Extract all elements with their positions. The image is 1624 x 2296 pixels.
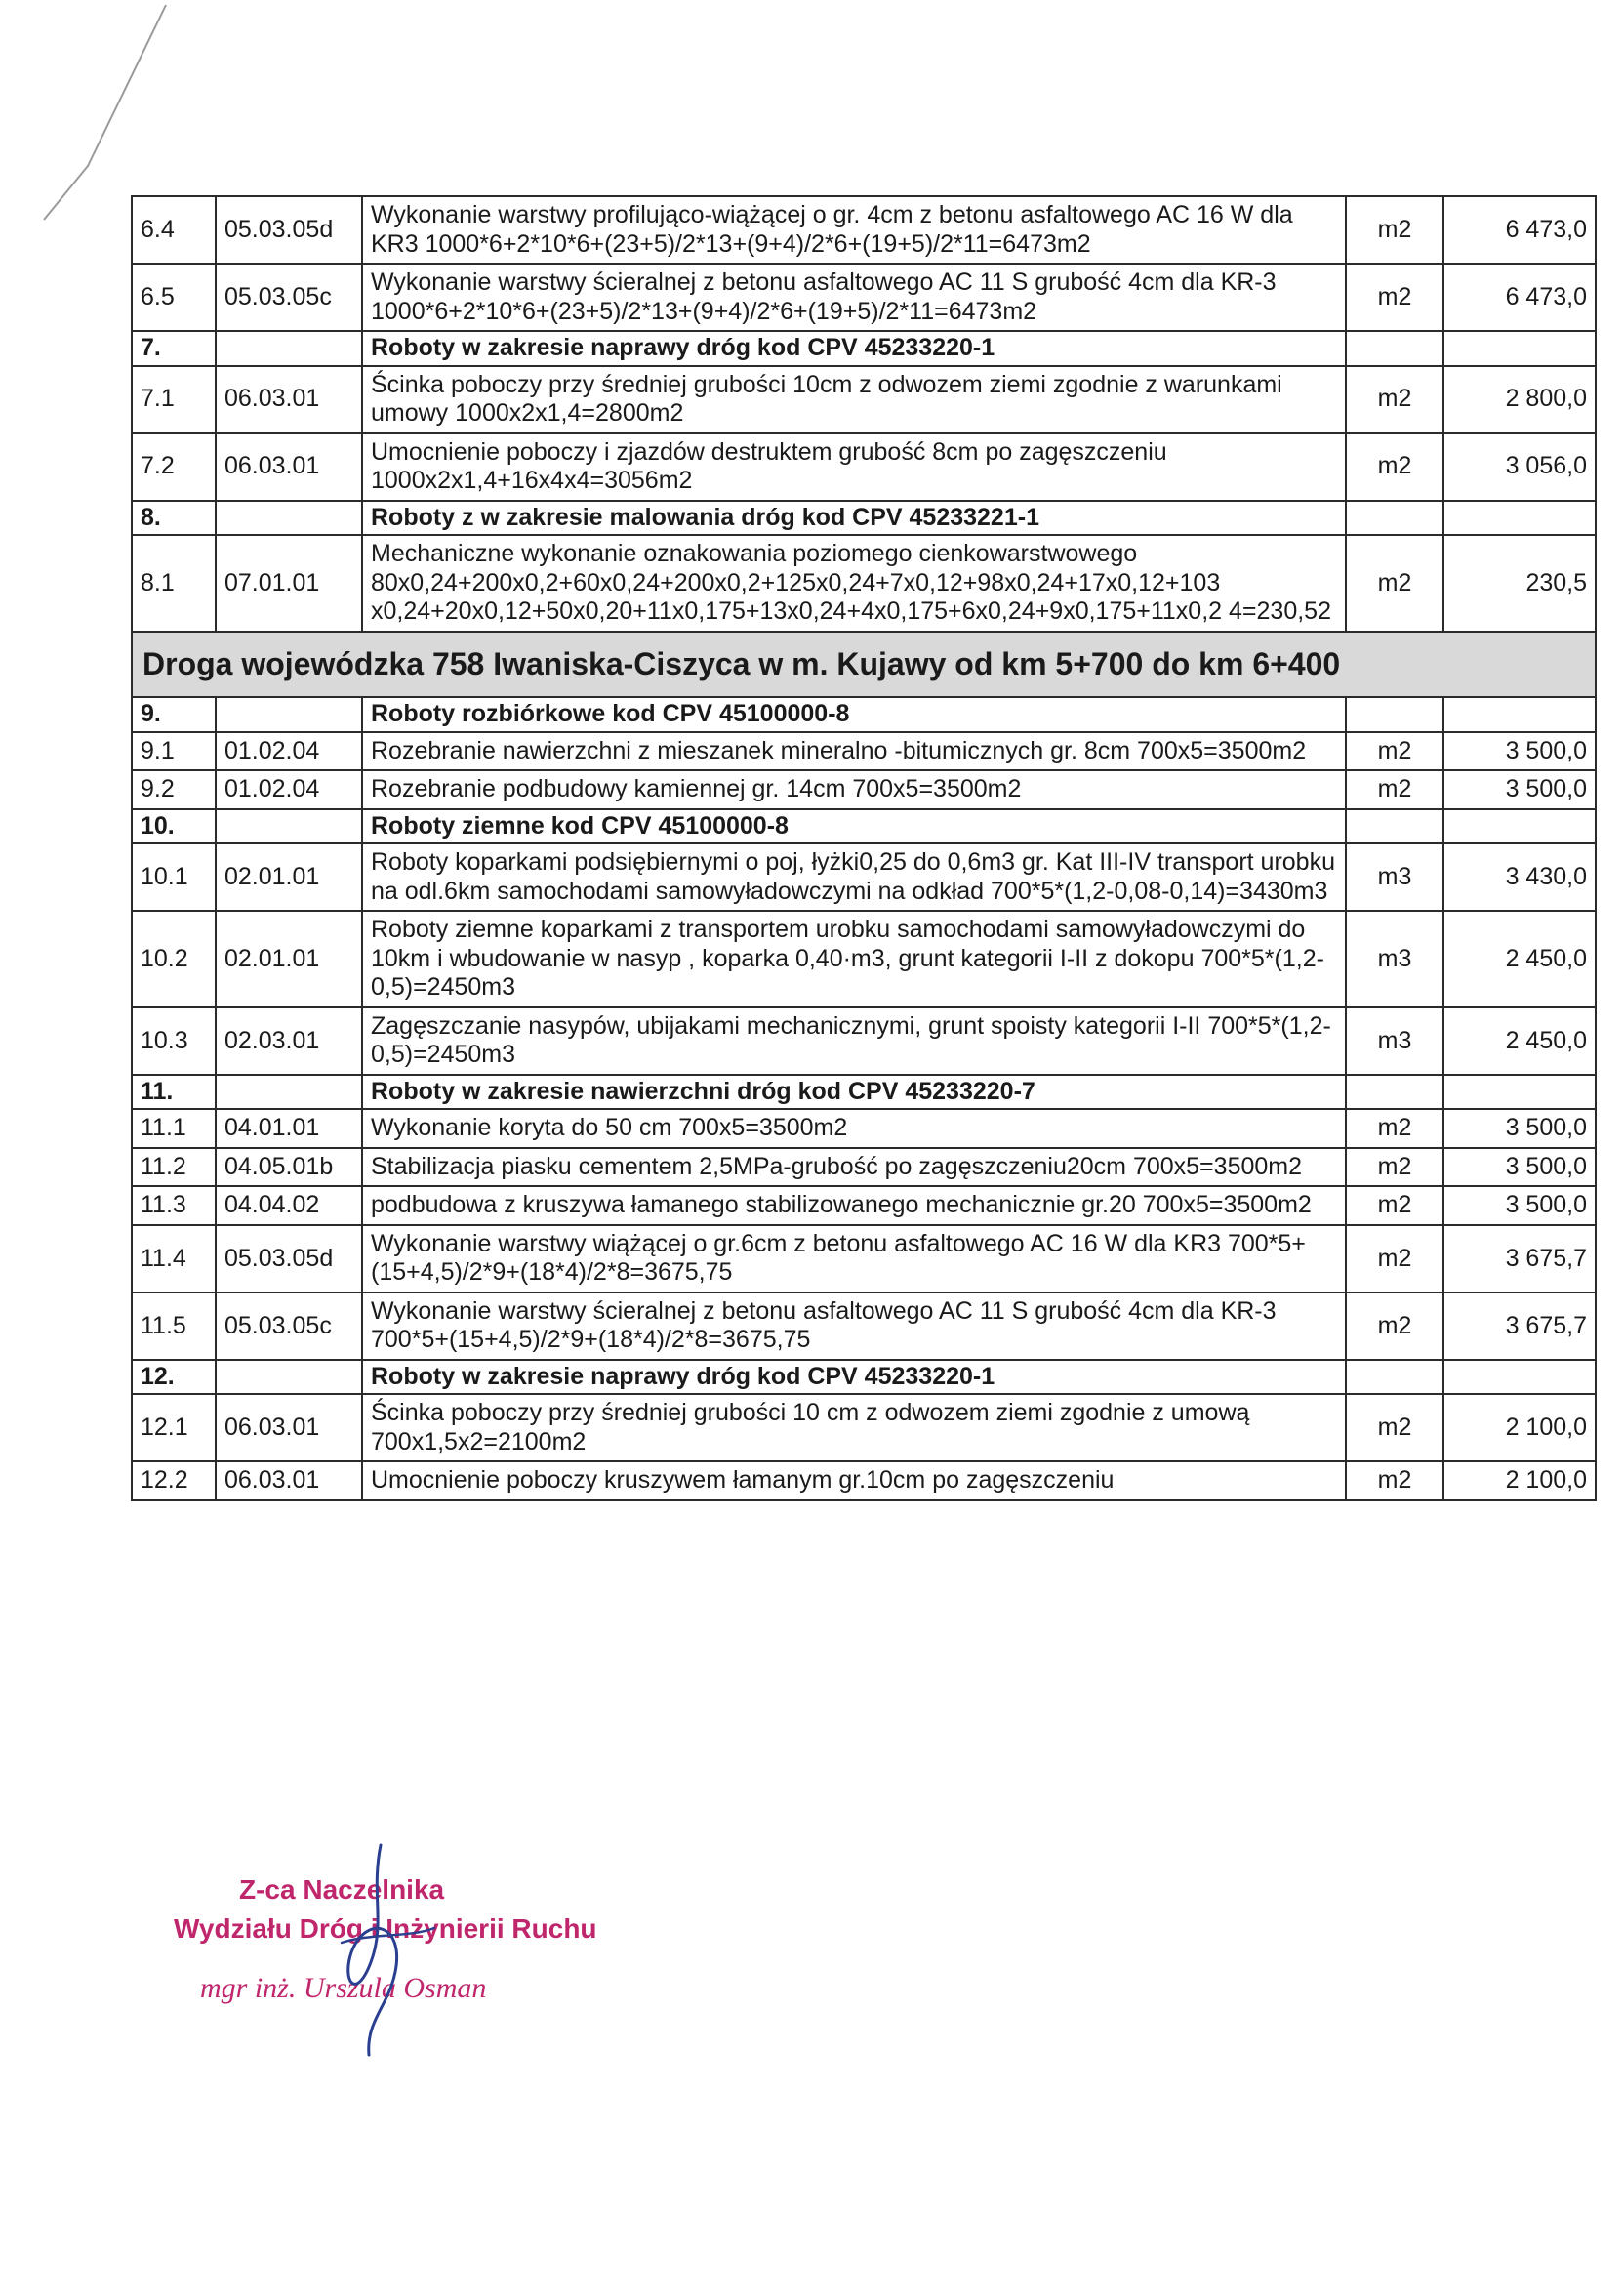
unit-cell: m2 — [1346, 1186, 1443, 1225]
item-number-cell: 8.1 — [132, 535, 216, 632]
description-cell: Wykonanie warstwy ścieralnej z betonu asfaltowego AC 11 S grubość 4cm dla KR-3 1000*6+2*10*6+(23+5)/2*13+(9+4)/2*6+(19+5)/2*11=6473m2 — [362, 264, 1346, 331]
spec-code-cell — [216, 1360, 362, 1395]
quantity-cell — [1443, 809, 1596, 844]
quantity-cell: 3 500,0 — [1443, 1186, 1596, 1225]
spec-code-cell: 06.03.01 — [216, 433, 362, 501]
item-number-cell: 7.2 — [132, 433, 216, 501]
spec-code-cell — [216, 331, 362, 366]
spec-code-cell — [216, 809, 362, 844]
description-cell: Roboty koparkami podsiębiernymi o poj, łyżki0,25 do 0,6m3 gr. Kat III-IV transport urobku na odl.6km samochodami samowyładowczymi na odkład 700*5*(1,2-0,08-0,14)=3430m3 — [362, 843, 1346, 911]
unit-cell — [1346, 1360, 1443, 1395]
table-row — [132, 911, 1596, 1007]
unit-cell: m3 — [1346, 1007, 1443, 1075]
section-header-row — [132, 697, 1596, 732]
spec-code-cell: 05.03.05c — [216, 264, 362, 331]
description-cell: Roboty ziemne kod CPV 45100000-8 — [362, 809, 1346, 844]
item-number-cell: 11.3 — [132, 1186, 216, 1225]
quantity-cell: 3 675,7 — [1443, 1225, 1596, 1292]
item-number-cell: 6.4 — [132, 196, 216, 264]
table-row — [132, 196, 1596, 264]
table-row — [132, 843, 1596, 911]
unit-cell — [1346, 697, 1443, 732]
description-cell: Wykonanie koryta do 50 cm 700x5=3500m2 — [362, 1109, 1346, 1148]
unit-cell: m2 — [1346, 196, 1443, 264]
description-cell: Roboty ziemne koparkami z transportem urobku samochodami samowyładowczymi do 10km i wbudowanie w nasyp , koparka 0,40·m3, grunt kategorii I-II z dokopu 700*5*(1,2-0,5)=2450m3 — [362, 911, 1346, 1007]
description-cell: Umocnienie poboczy kruszywem łamanym gr.10cm po zagęszczeniu — [362, 1461, 1346, 1500]
item-number-cell: 12. — [132, 1360, 216, 1395]
unit-cell: m2 — [1346, 732, 1443, 771]
item-number-cell: 12.2 — [132, 1461, 216, 1500]
description-cell: Zagęszczanie nasypów, ubijakami mechanicznymi, grunt spoisty kategorii I-II 700*5*(1,2-0,5)=2450m3 — [362, 1007, 1346, 1075]
table-row — [132, 433, 1596, 501]
description-cell: Wykonanie warstwy wiążącej o gr.6cm z betonu asfaltowego AC 16 W dla KR3 700*5+(15+4,5)/2*9+(18*4)/2*8=3675,75 — [362, 1225, 1346, 1292]
spec-code-cell: 06.03.01 — [216, 366, 362, 433]
section-header-row — [132, 331, 1596, 366]
quantity-cell: 3 675,7 — [1443, 1292, 1596, 1360]
unit-cell: m2 — [1346, 535, 1443, 632]
spec-code-cell: 05.03.05c — [216, 1292, 362, 1360]
spec-code-cell — [216, 1075, 362, 1110]
item-number-cell: 9.1 — [132, 732, 216, 771]
unit-cell: m2 — [1346, 366, 1443, 433]
item-number-cell: 12.1 — [132, 1394, 216, 1461]
stamp-department: Wydziału Dróg i Inżynierii Ruchu — [174, 1913, 597, 1944]
unit-cell — [1346, 501, 1443, 536]
unit-cell: m2 — [1346, 770, 1443, 809]
item-number-cell: 11.1 — [132, 1109, 216, 1148]
item-number-cell: 9. — [132, 697, 216, 732]
spec-code-cell: 05.03.05d — [216, 1225, 362, 1292]
spec-code-cell: 06.03.01 — [216, 1461, 362, 1500]
table-row — [132, 770, 1596, 809]
table-row — [132, 366, 1596, 433]
table-row — [132, 535, 1596, 632]
unit-cell — [1346, 809, 1443, 844]
description-cell: Wykonanie warstwy ścieralnej z betonu asfaltowego AC 11 S grubość 4cm dla KR-3 700*5+(15+4,5)/2*9+(18*4)/2*8=3675,75 — [362, 1292, 1346, 1360]
unit-cell: m2 — [1346, 1225, 1443, 1292]
unit-cell: m2 — [1346, 1394, 1443, 1461]
spec-code-cell — [216, 697, 362, 732]
spec-code-cell: 06.03.01 — [216, 1394, 362, 1461]
table-row — [132, 1007, 1596, 1075]
boq-table — [131, 195, 1597, 1501]
section-header-row — [132, 809, 1596, 844]
spec-code-cell: 02.03.01 — [216, 1007, 362, 1075]
table-row — [132, 1461, 1596, 1500]
quantity-cell: 2 100,0 — [1443, 1394, 1596, 1461]
spec-code-cell: 01.02.04 — [216, 770, 362, 809]
table-row — [132, 1225, 1596, 1292]
quantity-cell — [1443, 1075, 1596, 1110]
spec-code-cell: 04.04.02 — [216, 1186, 362, 1225]
section-header-row — [132, 1075, 1596, 1110]
item-number-cell: 10.2 — [132, 911, 216, 1007]
quantity-cell: 3 500,0 — [1443, 732, 1596, 771]
stamp-title: Z-ca Naczelnika — [239, 1874, 445, 1905]
quantity-cell: 3 430,0 — [1443, 843, 1596, 911]
handwritten-signature — [312, 1835, 449, 2060]
quantity-cell: 6 473,0 — [1443, 196, 1596, 264]
item-number-cell: 8. — [132, 501, 216, 536]
quantity-cell: 3 500,0 — [1443, 1109, 1596, 1148]
description-cell: podbudowa z kruszywa łamanego stabilizowanego mechanicznie gr.20 700x5=3500m2 — [362, 1186, 1346, 1225]
unit-cell: m2 — [1346, 1109, 1443, 1148]
unit-cell: m2 — [1346, 264, 1443, 331]
quantity-cell: 6 473,0 — [1443, 264, 1596, 331]
spec-code-cell: 01.02.04 — [216, 732, 362, 771]
boq-table-body — [132, 196, 1596, 1500]
section-header-row — [132, 1360, 1596, 1395]
item-number-cell: 11.2 — [132, 1148, 216, 1187]
table-row — [132, 264, 1596, 331]
item-number-cell: 11.5 — [132, 1292, 216, 1360]
table-row — [132, 1292, 1596, 1360]
quantity-cell: 3 500,0 — [1443, 1148, 1596, 1187]
quantity-cell: 2 100,0 — [1443, 1461, 1596, 1500]
table-row — [132, 1148, 1596, 1187]
table-row — [132, 1186, 1596, 1225]
description-cell: Stabilizacja piasku cementem 2,5MPa-grubość po zagęszczeniu20cm 700x5=3500m2 — [362, 1148, 1346, 1187]
banner-title: Droga wojewódzka 758 Iwaniska-Ciszyca w m. Kujawy od km 5+700 do km 6+400 — [132, 632, 1596, 698]
unit-cell: m2 — [1346, 1148, 1443, 1187]
item-number-cell: 10.1 — [132, 843, 216, 911]
section-header-row — [132, 501, 1596, 536]
quantity-cell — [1443, 697, 1596, 732]
unit-cell — [1346, 1075, 1443, 1110]
road-section-banner — [132, 632, 1596, 698]
spec-code-cell: 04.05.01b — [216, 1148, 362, 1187]
quantity-cell: 3 056,0 — [1443, 433, 1596, 501]
description-cell: Ścinka poboczy przy średniej grubości 10 cm z odwozem ziemi zgodnie z umową 700x1,5x2=2100m2 — [362, 1394, 1346, 1461]
quantity-cell: 3 500,0 — [1443, 770, 1596, 809]
quantity-cell: 2 450,0 — [1443, 1007, 1596, 1075]
table-row — [132, 1394, 1596, 1461]
unit-cell: m3 — [1346, 911, 1443, 1007]
unit-cell: m3 — [1346, 843, 1443, 911]
description-cell: Roboty rozbiórkowe kod CPV 45100000-8 — [362, 697, 1346, 732]
quantity-cell: 230,5 — [1443, 535, 1596, 632]
description-cell: Roboty w zakresie naprawy dróg kod CPV 45233220-1 — [362, 1360, 1346, 1395]
item-number-cell: 7.1 — [132, 366, 216, 433]
item-number-cell: 7. — [132, 331, 216, 366]
item-number-cell: 6.5 — [132, 264, 216, 331]
quantity-cell — [1443, 1360, 1596, 1395]
table-row — [132, 732, 1596, 771]
spec-code-cell — [216, 501, 362, 536]
spec-code-cell: 02.01.01 — [216, 911, 362, 1007]
description-cell: Roboty w zakresie nawierzchni dróg kod CPV 45233220-7 — [362, 1075, 1346, 1110]
spec-code-cell: 07.01.01 — [216, 535, 362, 632]
unit-cell — [1346, 331, 1443, 366]
unit-cell: m2 — [1346, 433, 1443, 501]
spec-code-cell: 04.01.01 — [216, 1109, 362, 1148]
item-number-cell: 10.3 — [132, 1007, 216, 1075]
description-cell: Roboty w zakresie naprawy dróg kod CPV 45233220-1 — [362, 331, 1346, 366]
description-cell: Mechaniczne wykonanie oznakowania poziomego cienkowarstwowego 80x0,24+200x0,2+60x0,24+200x0,2+125x0,24+7x0,12+98x0,24+17x0,12+103 x0,24+20x0,12+50x0,20+11x0,175+13x0,24+4x0,175+6x0,24+9x0,175+11x0,2 4=230,52 — [362, 535, 1346, 632]
item-number-cell: 11.4 — [132, 1225, 216, 1292]
description-cell: Rozebranie podbudowy kamiennej gr. 14cm 700x5=3500m2 — [362, 770, 1346, 809]
quantity-cell — [1443, 331, 1596, 366]
table-row — [132, 1109, 1596, 1148]
quantity-cell: 2 800,0 — [1443, 366, 1596, 433]
item-number-cell: 9.2 — [132, 770, 216, 809]
description-cell: Rozebranie nawierzchni z mieszanek mineralno -bitumicznych gr. 8cm 700x5=3500m2 — [362, 732, 1346, 771]
scan-edge-mark — [29, 0, 176, 225]
spec-code-cell: 02.01.01 — [216, 843, 362, 911]
description-cell: Ścinka poboczy przy średniej grubości 10cm z odwozem ziemi zgodnie z warunkami umowy 1000x2x1,4=2800m2 — [362, 366, 1346, 433]
spec-code-cell: 05.03.05d — [216, 196, 362, 264]
boq-table-container — [131, 195, 1595, 1501]
description-cell: Roboty z w zakresie malowania dróg kod CPV 45233221-1 — [362, 501, 1346, 536]
unit-cell: m2 — [1346, 1461, 1443, 1500]
quantity-cell — [1443, 501, 1596, 536]
unit-cell: m2 — [1346, 1292, 1443, 1360]
description-cell: Umocnienie poboczy i zjazdów destruktem grubość 8cm po zagęszczeniu 1000x2x1,4+16x4x4=3056m2 — [362, 433, 1346, 501]
quantity-cell: 2 450,0 — [1443, 911, 1596, 1007]
item-number-cell: 11. — [132, 1075, 216, 1110]
description-cell: Wykonanie warstwy profilująco-wiążącej o gr. 4cm z betonu asfaltowego AC 16 W dla KR3 1000*6+2*10*6+(23+5)/2*13+(9+4)/2*6+(19+5)/2*11=6473m2 — [362, 196, 1346, 264]
item-number-cell: 10. — [132, 809, 216, 844]
stamp-signatory-name: mgr inż. Urszula Osman — [200, 1972, 487, 2004]
